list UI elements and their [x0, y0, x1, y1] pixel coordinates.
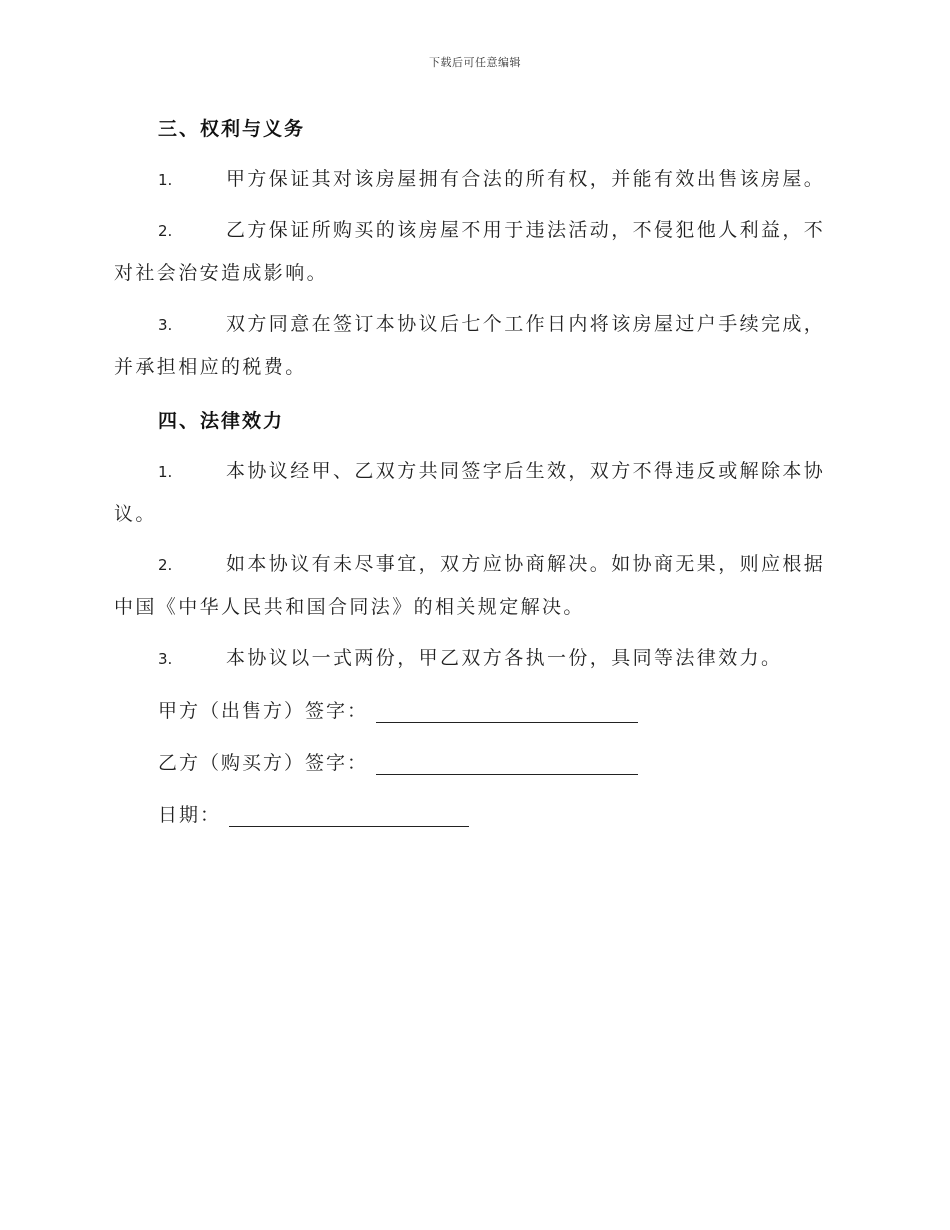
clause-number: 3.	[158, 650, 173, 668]
clause-number: 2.	[158, 222, 173, 240]
clause-text: 本协议经甲、乙双方共同签字后生效，双方不得违反或解除本协议。	[114, 460, 826, 525]
date-line[interactable]	[229, 804, 469, 827]
signature-line-party-b[interactable]	[376, 752, 638, 775]
clause-text: 双方同意在签订本协议后七个工作日内将该房屋过户手续完成，并承担相应的税费。	[114, 313, 826, 378]
clause-number: 1.	[158, 171, 173, 189]
clause-legal-1	[114, 450, 834, 535]
clause-number: 2.	[158, 556, 173, 574]
clause-rights-2	[114, 209, 834, 294]
signature-line-party-a[interactable]	[376, 700, 638, 723]
signature-party-b	[158, 748, 638, 775]
signature-label-party-b: 乙方（购买方）签字：	[158, 752, 369, 774]
clause-number: 1.	[158, 463, 173, 481]
clause-number: 3.	[158, 316, 173, 334]
clause-legal-2	[114, 543, 834, 628]
clause-text: 如本协议有未尽事宜，双方应协商解决。如协商无果，则应根据中国《中华人民共和国合同法》的相关规定解决。	[114, 553, 826, 618]
clause-text: 乙方保证所购买的该房屋不用于违法活动，不侵犯他人利益，不对社会治安造成影响。	[114, 219, 826, 284]
clause-legal-3	[114, 637, 834, 680]
clause-text: 本协议以一式两份，甲乙双方各执一份，具同等法律效力。	[226, 647, 783, 669]
clause-rights-1	[114, 158, 834, 201]
signature-label-party-a: 甲方（出售方）签字：	[158, 700, 369, 722]
date-label: 日期：	[158, 804, 222, 826]
page-header: 下载后可任意编辑	[429, 56, 521, 69]
section-heading-legal-effect: 四、法律效力	[158, 410, 285, 432]
clause-rights-3	[114, 303, 834, 388]
section-heading-rights: 三、权利与义务	[158, 118, 306, 140]
signature-party-a	[158, 696, 638, 723]
signature-date	[158, 800, 469, 827]
clause-text: 甲方保证其对该房屋拥有合法的所有权，并能有效出售该房屋。	[226, 168, 826, 190]
